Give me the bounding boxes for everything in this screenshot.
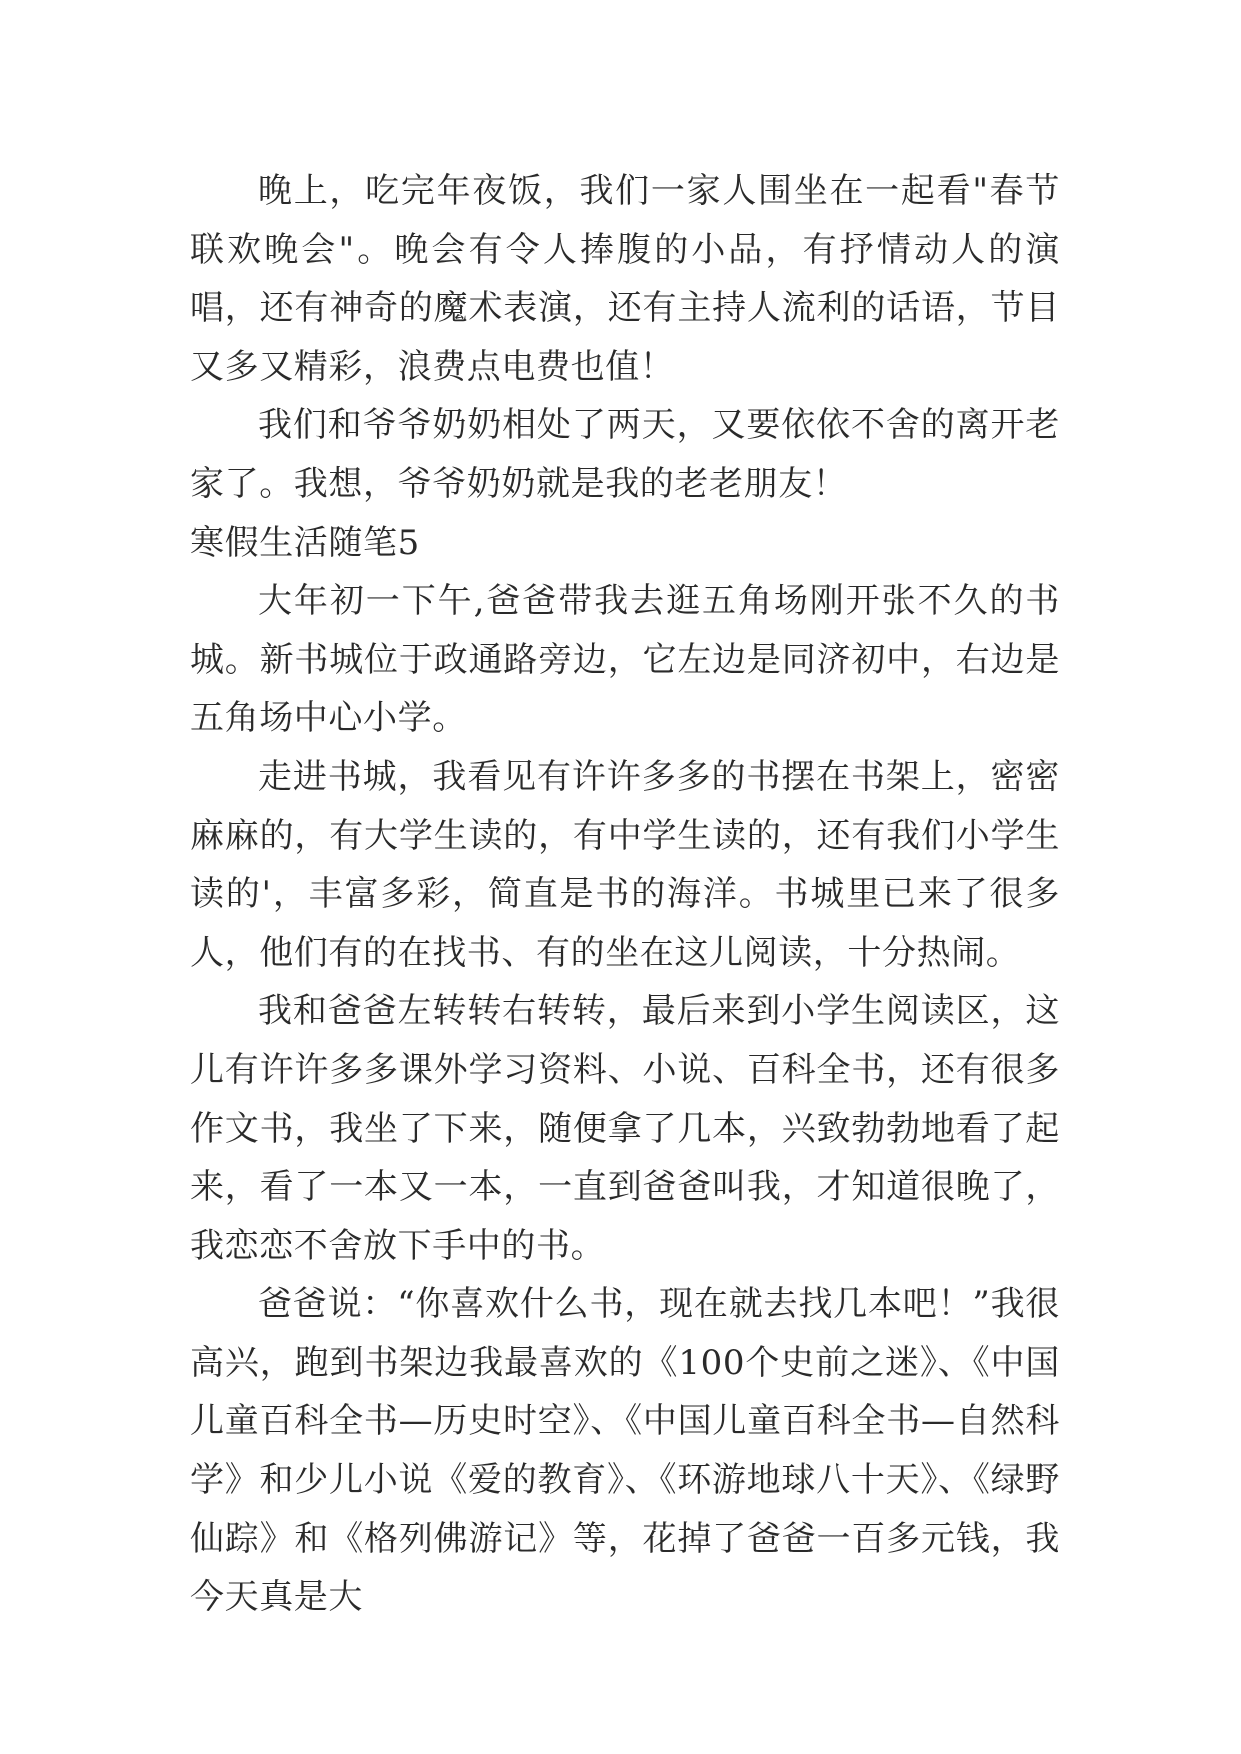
paragraph-new-year-eve-gala: 晚上，吃完年夜饭，我们一家人围坐在一起看"春节联欢晚会"。晚会有令人捧腹的小品，有抒情动人的演唱，还有神奇的魔术表演，还有主持人流利的话语，节目又多又精彩，浪费点电费也值！ — [190, 171, 1060, 387]
paragraph-buying-books: 爸爸说：“你喜欢什么书，现在就去找几本吧！”我很高兴，跑到书架边我最喜欢的《100个史前之迷》、《中国儿童百科全书—历史时空》、《中国儿童百科全书—自然科学》和少儿小说《爱的教育》、《环游地球八十天》、《绿野仙踪》和《格列佛游记》等，花掉了爸爸一百多元钱，我今天真是大 — [190, 1284, 1060, 1618]
paragraph-reading-area: 我和爸爸左转转右转转，最后来到小学生阅读区，这儿有许许多多课外学习资料、小说、百科全书，还有很多作文书，我坐了下来，随便拿了几本，兴致勃勃地看了起来，看了一本又一本，一直到爸爸叫我，才知道很晚了，我恋恋不舍放下手中的书。 — [190, 991, 1060, 1266]
paragraph-book-city-visit: 大年初一下午,爸爸带我去逛五角场刚开张不久的书城。新书城位于政通路旁边，它左边是同济初中，右边是五角场中心小学。 — [190, 581, 1060, 739]
document-body — [190, 162, 1060, 1627]
paragraph-entering-book-city: 走进书城，我看见有许许多多的书摆在书架上，密密麻麻的，有大学生读的，有中学生读的，还有我们小学生读的'，丰富多彩，简直是书的海洋。书城里已来了很多人，他们有的在找书、有的坐在这儿阅读，十分热闹。 — [190, 756, 1060, 973]
section-title: 寒假生活随笔5 — [190, 522, 420, 563]
paragraph-leaving-grandparents: 我们和爷爷奶奶相处了两天，又要依依不舍的离开老家了。我想，爷爷奶奶就是我的老老朋友！ — [190, 405, 1060, 504]
